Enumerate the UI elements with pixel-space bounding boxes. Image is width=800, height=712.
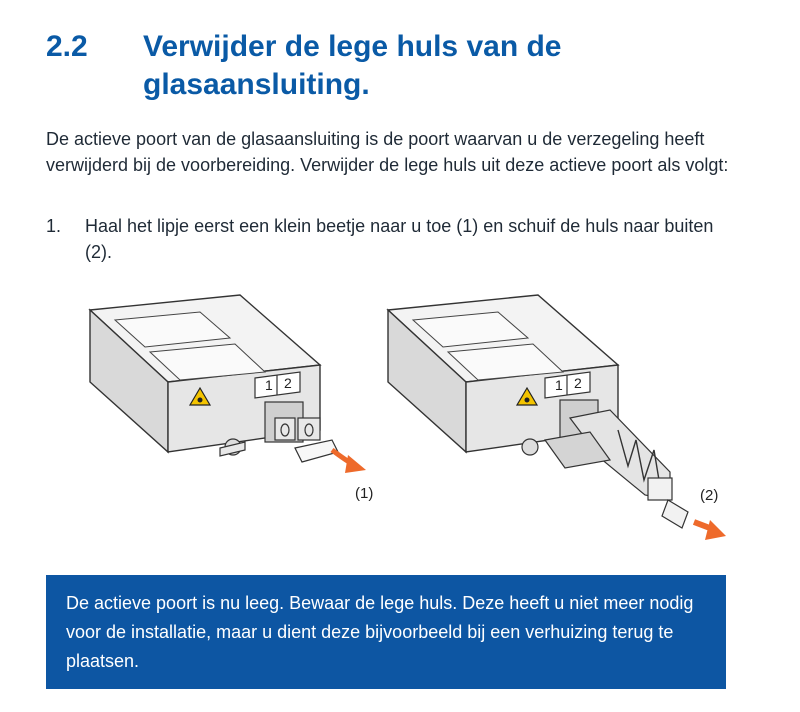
illustration-svg <box>70 290 740 560</box>
port-label-2: 2 <box>574 375 582 391</box>
fiber-box-left <box>90 295 366 473</box>
illustration <box>70 290 740 560</box>
section-number: 2.2 <box>46 30 88 63</box>
port-label-1: 1 <box>555 377 563 393</box>
section-title: Verwijder de lege huls van de glasaansluiting. <box>143 30 562 101</box>
notice-box: De actieve poort is nu leeg. Bewaar de lege huls. Deze heeft u niet meer nodig voor de installatie, maar u dient deze bijvoorbeeld bij een verhuizing terug te plaatsen. <box>46 575 726 689</box>
port-label-2: 2 <box>284 375 292 391</box>
callout-1: (1) <box>355 485 374 502</box>
step-number: 1. <box>46 216 62 236</box>
step-text: Haal het lipje eerst een klein beetje naar u toe (1) en schuif de huls naar buiten (2). <box>85 216 714 262</box>
intro-paragraph: De actieve poort van de glasaansluiting is de poort waarvan u de verzegeling heeft verwijderd bij de voorbereiding. Verwijder de lege huls uit deze actieve poort als volgt: <box>46 129 729 175</box>
callout-2: (2) <box>700 487 719 504</box>
fiber-box-right <box>388 295 726 540</box>
port-label-1: 1 <box>265 377 273 393</box>
